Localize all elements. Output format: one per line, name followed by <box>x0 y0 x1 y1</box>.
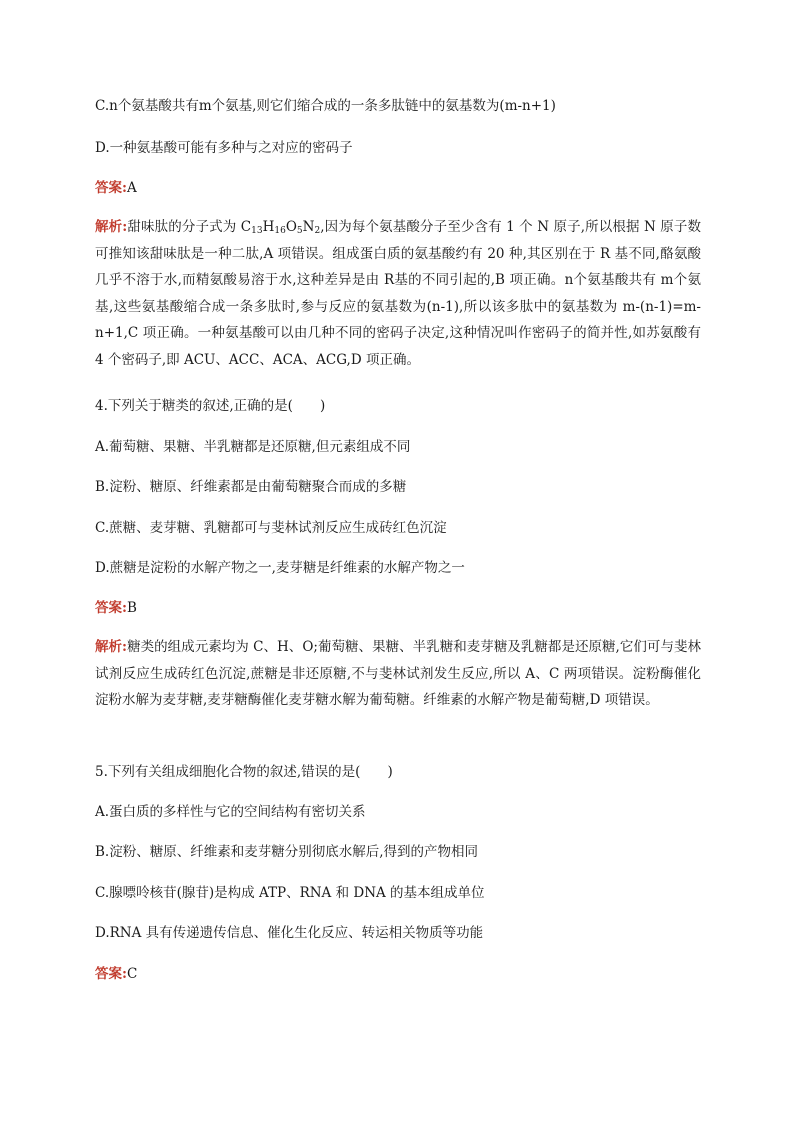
answer-label: 答案: <box>95 966 127 982</box>
formula-subscript: 2 <box>314 226 321 236</box>
analysis-text-part2: ,因为每个氨基酸分子至少含有 1 个 N 原子,所以根据 N 原子数可推知该甜味肽是一种二肽,A 项错误。组成蛋白质的氨基酸约有 20 种,其区别在于 R 基不同,酪氨酸几乎不溶于水,而精氨酸易溶于水,这种差异是由 R基的不同引起的,B 项正确。n个氨基酸共有 m个氨基,这些氨基酸缩合成一条多肽时,参与反应的氨基数为(n-1),所以该多肽中的氨基数为 m-(n-1)=m-n+1,C 项正确。一种氨基酸可以由几种不同的密码子决定,这种情况叫作密码子的简并性,如苏氨酸有 4 个密码子,即 ACU、ACC、ACA、ACG,D 项正确。 <box>95 219 702 368</box>
answer-value: C <box>126 966 138 982</box>
answer-value: B <box>126 600 137 616</box>
formula-subscript: 13 <box>251 226 263 236</box>
q4-answer <box>95 598 705 618</box>
formula-element: H <box>262 219 275 235</box>
q4-analysis <box>95 634 701 714</box>
q4-option-b: B.淀粉、糖原、纤维素都是由葡萄糖聚合而成的多糖 <box>95 479 407 495</box>
analysis-label: 解析: <box>95 639 128 655</box>
q3-option-d: D.一种氨基酸可能有多种与之对应的密码子 <box>95 140 353 156</box>
analysis-text: 糖类的组成元素均为 C、H、O;葡萄糖、果糖、半乳糖和麦芽糖及乳糖都是还原糖,它们可与斐林试剂反应生成砖红色沉淀,蔗糖是非还原糖,不与斐林试剂发生反应,所以 A、C 两项错误。淀粉酶催化淀粉水解为麦芽糖,麦芽糖酶催化麦芽糖水解为葡萄糖。纤维素的水解产物是葡萄糖,D 项错误。 <box>95 639 701 708</box>
answer-label: 答案: <box>95 180 127 196</box>
q3-option-c: C.n个氨基酸共有m个氨基,则它们缩合成的一条多肽链中的氨基数为(m-n+1) <box>95 98 556 114</box>
q3-answer <box>95 178 705 198</box>
q5-option-a: A.蛋白质的多样性与它的空间结构有密切关系 <box>95 804 366 820</box>
formula-element: N <box>302 219 315 235</box>
q4-option-a: A.葡萄糖、果糖、半乳糖都是还原糖,但元素组成不同 <box>95 439 411 455</box>
formula-element: O <box>285 219 297 235</box>
formula-subscript: 16 <box>274 226 286 236</box>
answer-label: 答案: <box>95 600 127 616</box>
q5-stem: 5.下列有关组成细胞化合物的叙述,错误的是( ) <box>95 764 393 780</box>
q4-stem: 4.下列关于糖类的叙述,正确的是( ) <box>95 398 326 414</box>
q3-analysis <box>95 214 701 373</box>
analysis-label: 解析: <box>95 219 128 235</box>
analysis-text-part1: 甜味肽的分子式为 C <box>127 219 252 235</box>
q5-option-c: C.腺嘌呤核苷(腺苷)是构成 ATP、RNA 和 DNA 的基本组成单位 <box>95 885 485 901</box>
q4-option-c: C.蔗糖、麦芽糖、乳糖都可与斐林试剂反应生成砖红色沉淀 <box>95 520 447 536</box>
q5-option-d: D.RNA 具有传递遗传信息、催化生化反应、转运相关物质等功能 <box>95 925 484 941</box>
q5-option-b: B.淀粉、糖原、纤维素和麦芽糖分别彻底水解后,得到的产物相同 <box>95 844 479 860</box>
q5-answer <box>95 964 705 984</box>
q4-option-d: D.蔗糖是淀粉的水解产物之一,麦芽糖是纤维素的水解产物之一 <box>95 560 465 576</box>
answer-value: A <box>126 180 137 196</box>
formula-subscript: 5 <box>296 226 303 236</box>
